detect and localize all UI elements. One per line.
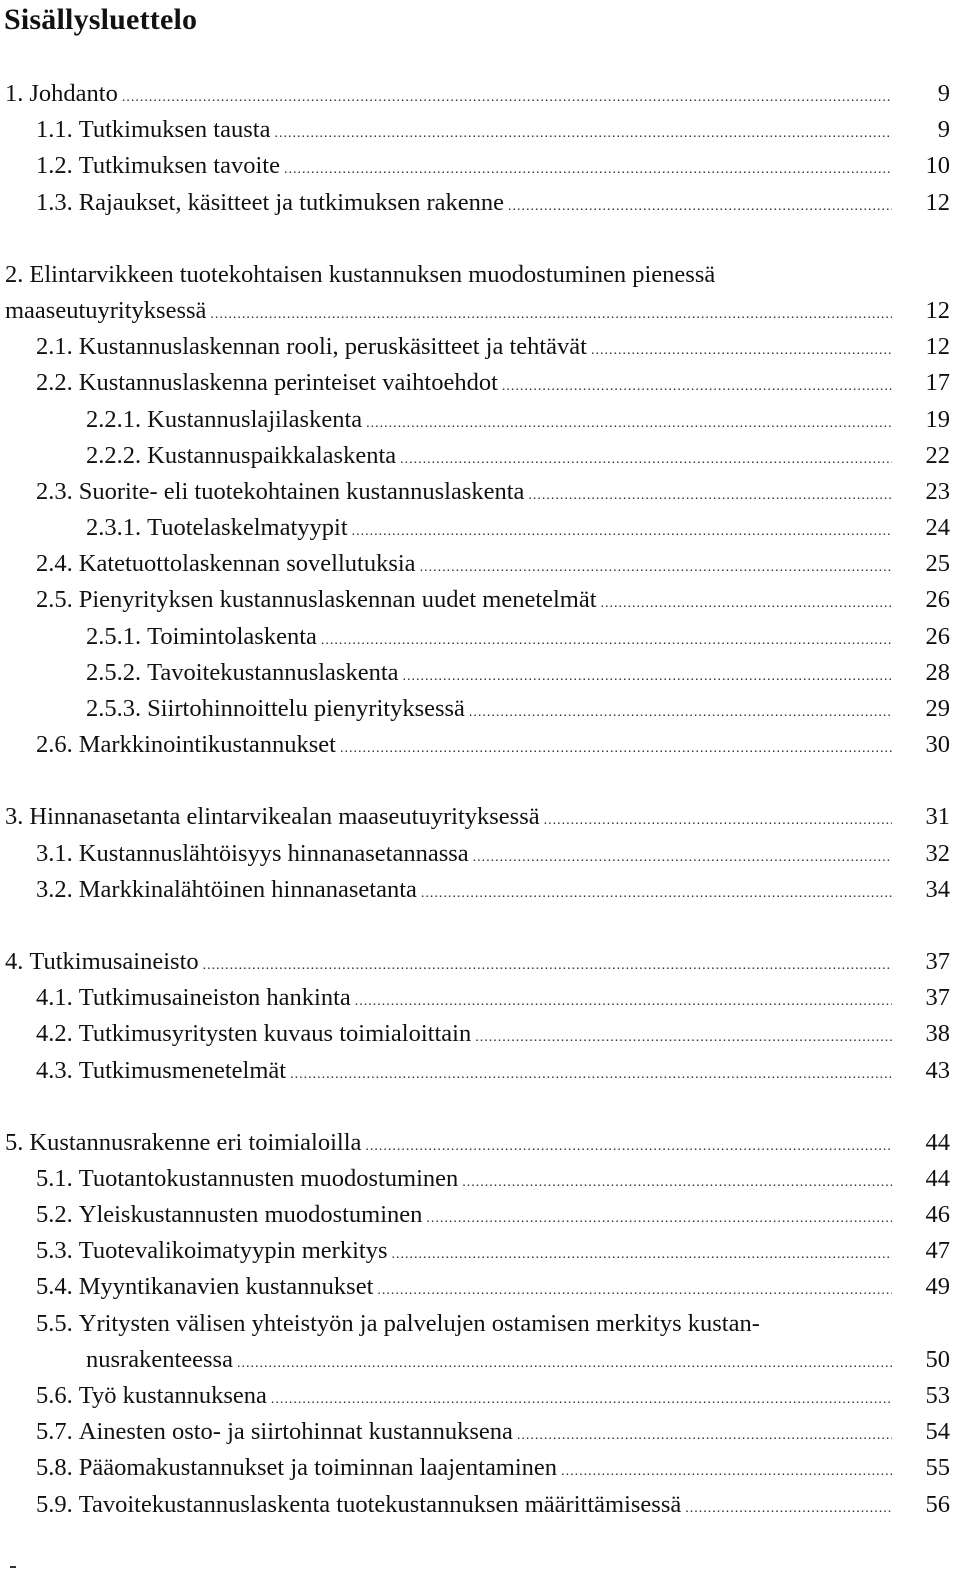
toc-entry-title: Tuotantokustannusten muodostuminen <box>78 1164 459 1192</box>
toc-entry-title: Kustannuslajilaskenta <box>147 405 363 433</box>
toc-dot-leader <box>421 876 892 912</box>
toc-entry-page: 34 <box>925 875 950 903</box>
toc-entry[interactable] <box>0 185 960 221</box>
toc-entry-page: 47 <box>925 1237 950 1265</box>
toc-entry-number: 5. <box>5 1128 24 1156</box>
toc-entry-page: 30 <box>925 731 950 759</box>
toc-dot-leader <box>237 1346 892 1382</box>
toc-entry-page: 17 <box>925 369 950 397</box>
toc-dot-leader <box>420 550 892 586</box>
toc-dot-leader <box>355 984 892 1020</box>
toc-entry[interactable] <box>0 619 960 655</box>
toc-entry-number: 2.5.1. <box>86 622 142 650</box>
toc-entry[interactable] <box>0 474 960 510</box>
toc-entry-number: 3. <box>5 803 24 831</box>
toc-entry-page: 37 <box>925 947 950 975</box>
toc-dot-leader <box>685 1491 892 1527</box>
toc-entry-title: Myyntikanavien kustannukset <box>78 1273 374 1301</box>
toc-entry-title: Kustannuslaskennan rooli, peruskäsitteet ja tehtävät <box>78 333 587 361</box>
toc-entry[interactable] <box>0 1053 960 1089</box>
toc-entry-page: 12 <box>925 188 950 216</box>
toc-entry-lead <box>0 402 892 442</box>
toc-entry-lead <box>0 1306 892 1342</box>
toc-entry-lead <box>0 148 892 188</box>
toc-dot-leader <box>321 623 892 659</box>
toc-entry-number: 5.1. <box>36 1164 73 1192</box>
toc-section <box>0 799 960 908</box>
toc-entry-number: 2.5. <box>36 586 73 614</box>
toc-dot-leader <box>403 659 892 695</box>
toc-section <box>0 1125 960 1523</box>
toc-entry-lead <box>0 980 892 1020</box>
toc-entry-number: 4.1. <box>36 984 73 1012</box>
toc-entry-lead <box>0 1161 892 1201</box>
toc-entry-number: 4. <box>5 947 24 975</box>
toc-entry[interactable] <box>0 438 960 474</box>
toc-entry-number: 2.5.2. <box>86 658 142 686</box>
toc-entry[interactable] <box>0 329 960 365</box>
toc-entry-title: nusrakenteessa <box>86 1345 233 1373</box>
toc-entry-lead <box>0 1016 892 1056</box>
toc-entry[interactable] <box>0 727 960 763</box>
toc-entry[interactable] <box>0 1306 960 1342</box>
toc-entry-page: 46 <box>925 1201 950 1229</box>
toc-entry[interactable] <box>0 1016 960 1052</box>
toc-entry-title: Tutkimusyritysten kuvaus toimialoittain <box>78 1020 472 1048</box>
toc-entry-page: 44 <box>925 1164 950 1192</box>
toc-entry-title: Toimintolaskenta <box>147 622 317 650</box>
toc-entry-title: Tutkimuksen tausta <box>78 116 271 144</box>
toc-entry[interactable] <box>0 510 960 546</box>
toc-entry-page: 32 <box>925 839 950 867</box>
toc-entry-lead <box>0 365 892 405</box>
toc-entry-title: Tutkimusmenetelmät <box>78 1056 287 1084</box>
toc-entry-lead <box>0 257 892 293</box>
toc-entry[interactable] <box>0 76 960 112</box>
toc-entry-page: 53 <box>925 1382 950 1409</box>
toc-entry[interactable] <box>0 293 960 329</box>
toc-entry-title: Markkinalähtöinen hinnanasetanta <box>78 875 417 903</box>
toc-entry-number: 5.9. <box>36 1490 73 1518</box>
toc-dot-leader <box>473 840 892 876</box>
toc-entry-lead <box>0 619 892 659</box>
toc-entry-title: Yleiskustannusten muodostuminen <box>78 1201 423 1229</box>
toc-section <box>0 944 960 1089</box>
toc-dot-leader <box>340 731 892 767</box>
toc-entry-number: 5.7. <box>36 1418 73 1446</box>
toc-entry-lead <box>0 1125 892 1165</box>
toc-entry-number: 5.2. <box>36 1201 73 1229</box>
toc-entry-lead <box>0 1053 892 1093</box>
toc-entry-title: Siirtohinnoittelu pienyrityksessä <box>147 695 465 722</box>
toc-entry-number: 2.1. <box>36 333 73 361</box>
toc-entry-lead <box>0 546 892 586</box>
toc-entry-title: Elintarvikkeen tuotekohtaisen kustannuksen muodostuminen pienessä <box>29 260 716 288</box>
toc-entry-number: 2.5.3. <box>86 695 142 722</box>
toc-entry-title: Tavoitekustannuslaskenta <box>147 658 399 686</box>
toc-entry-page: 28 <box>925 658 950 686</box>
toc-entry-lead <box>0 836 892 876</box>
toc-entry-lead <box>0 185 892 225</box>
toc-entry[interactable] <box>0 112 960 148</box>
toc-entry-page: 43 <box>925 1056 950 1084</box>
toc-entry-number: 1.2. <box>36 152 73 180</box>
toc-entry-page: 23 <box>925 477 950 505</box>
toc-entry-page: 24 <box>925 514 950 542</box>
toc-entry-lead <box>0 1197 892 1237</box>
toc-entry-title: Rajaukset, käsitteet ja tutkimuksen rakenne <box>78 188 504 216</box>
toc-entry-lead <box>0 510 892 550</box>
toc-dot-leader <box>365 1129 892 1165</box>
toc-entry-number: 5.6. <box>36 1382 73 1409</box>
toc-dot-leader <box>400 442 892 478</box>
toc-entry-title: Suorite- eli tuotekohtainen kustannuslaskenta <box>78 477 525 505</box>
toc-dot-leader <box>274 116 892 152</box>
toc-entry-title: Johdanto <box>29 80 118 107</box>
toc-entry-title: Yritysten välisen yhteistyön ja palvelujen ostamisen merkitys kustan- <box>78 1309 760 1337</box>
toc-entry-number: 2.3. <box>36 477 73 505</box>
toc-entry-lead <box>0 112 892 152</box>
toc-entry[interactable] <box>0 257 960 293</box>
toc-entry-title: Hinnanasetanta elintarvikealan maaseutuyrityksessä <box>29 803 540 831</box>
toc-entry[interactable] <box>0 148 960 184</box>
toc-entry-lead <box>0 438 892 478</box>
toc-entry-title: Kustannuslähtöisyys hinnanasetannassa <box>78 839 469 867</box>
toc-entry-lead <box>0 1414 892 1454</box>
toc-entry[interactable] <box>0 1378 960 1414</box>
toc-dot-leader <box>544 803 892 839</box>
toc-entry-lead <box>0 944 892 984</box>
toc-dot-leader <box>290 1057 892 1093</box>
toc-entry-page: 29 <box>925 695 950 722</box>
toc-entry-page: 44 <box>925 1128 950 1156</box>
toc-entry[interactable] <box>0 1487 960 1523</box>
toc-entry-page: 22 <box>925 441 950 469</box>
toc-entry[interactable] <box>0 872 960 908</box>
toc-entry-number: 5.5. <box>36 1309 73 1337</box>
toc-section <box>0 76 960 221</box>
toc-entry-title: Tuotelaskelmatyypit <box>147 514 348 542</box>
toc-section <box>0 257 960 764</box>
toc-entry-lead <box>0 329 892 369</box>
toc-entry[interactable] <box>0 1125 960 1161</box>
toc-entry-page: 49 <box>925 1273 950 1301</box>
toc-dot-leader <box>502 369 892 405</box>
page-edge-mark <box>10 1566 16 1568</box>
toc-entry-page: 55 <box>925 1454 950 1482</box>
toc-dot-leader <box>203 948 892 984</box>
toc-entry-page: 9 <box>937 116 950 144</box>
toc-entry-page: 38 <box>925 1020 950 1048</box>
table-of-contents <box>0 76 960 1559</box>
toc-entry[interactable] <box>0 691 960 727</box>
toc-entry-title: Tutkimuksen tavoite <box>78 152 280 180</box>
toc-entry-lead <box>0 1233 892 1273</box>
toc-dot-leader <box>122 80 892 116</box>
toc-dot-leader <box>475 1020 892 1056</box>
toc-entry-page: 50 <box>925 1345 950 1373</box>
toc-dot-leader <box>508 189 892 225</box>
toc-entry[interactable] <box>0 1342 960 1378</box>
toc-dot-leader <box>462 1165 892 1201</box>
toc-dot-leader <box>352 514 892 550</box>
toc-entry[interactable] <box>0 402 960 438</box>
toc-entry[interactable] <box>0 655 960 691</box>
toc-entry-number: 1. <box>5 80 24 107</box>
toc-entry-lead <box>0 727 892 767</box>
toc-entry-lead <box>0 1342 892 1382</box>
toc-entry-number: 3.2. <box>36 875 73 903</box>
toc-entry-number: 2.2. <box>36 369 73 397</box>
toc-entry[interactable] <box>0 1161 960 1197</box>
page-title: Sisällysluettelo <box>4 3 198 36</box>
toc-entry-lead <box>0 799 892 839</box>
toc-entry-number: 5.4. <box>36 1273 73 1301</box>
toc-entry-page: 12 <box>925 296 950 324</box>
toc-entry-title: maaseutuyrityksessä <box>5 296 207 324</box>
toc-entry-lead <box>0 1378 892 1418</box>
toc-entry[interactable] <box>0 836 960 872</box>
toc-entry-lead <box>0 872 892 912</box>
toc-entry-title: Tutkimusaineisto <box>29 947 199 975</box>
toc-dot-leader <box>517 1418 892 1454</box>
toc-entry[interactable] <box>0 1197 960 1233</box>
toc-entry-lead <box>0 474 892 514</box>
toc-entry-page: 26 <box>925 586 950 614</box>
toc-entry[interactable] <box>0 944 960 980</box>
toc-entry-title: Työ kustannuksena <box>78 1382 267 1409</box>
toc-entry-lead <box>0 1450 892 1490</box>
toc-dot-leader <box>591 333 892 369</box>
toc-dot-leader <box>271 1382 892 1418</box>
toc-entry-number: 5.3. <box>36 1237 73 1265</box>
toc-dot-leader <box>366 406 892 442</box>
toc-entry-number: 3.1. <box>36 839 73 867</box>
toc-entry-title: Pääomakustannukset ja toiminnan laajentaminen <box>78 1454 558 1482</box>
toc-dot-leader <box>469 695 892 731</box>
toc-entry-lead <box>0 582 892 622</box>
toc-dot-leader <box>210 297 892 333</box>
toc-entry-title: Pienyrityksen kustannuslaskennan uudet menetelmät <box>78 586 597 614</box>
toc-dot-leader <box>426 1201 892 1237</box>
toc-entry-number: 2. <box>5 260 24 288</box>
toc-entry-number: 2.3.1. <box>86 514 142 542</box>
toc-entry-lead <box>0 1487 892 1527</box>
toc-entry-title: Kustannuslaskenna perinteiset vaihtoehdot <box>78 369 498 397</box>
toc-entry-page: 25 <box>925 550 950 578</box>
toc-entry-lead <box>0 76 892 116</box>
toc-entry-number: 2.6. <box>36 731 73 759</box>
toc-entry-number: 2.2.2. <box>86 441 142 469</box>
toc-entry[interactable] <box>0 1414 960 1450</box>
toc-entry-page: 37 <box>925 984 950 1012</box>
toc-entry[interactable] <box>0 980 960 1016</box>
toc-entry-title: Tuotevalikoimatyypin merkitys <box>78 1237 388 1265</box>
toc-entry-title: Tavoitekustannuslaskenta tuotekustannuksen määrittämisessä <box>78 1490 682 1518</box>
toc-entry-page: 10 <box>925 152 950 180</box>
toc-entry[interactable] <box>0 582 960 618</box>
toc-entry-number: 1.3. <box>36 188 73 216</box>
toc-entry-number: 1.1. <box>36 116 73 144</box>
toc-entry[interactable] <box>0 1269 960 1305</box>
toc-entry[interactable] <box>0 1233 960 1269</box>
toc-dot-leader <box>561 1454 892 1490</box>
toc-entry-page: 31 <box>925 803 950 831</box>
toc-entry[interactable] <box>0 365 960 401</box>
toc-entry-number: 4.3. <box>36 1056 73 1084</box>
toc-entry-title: Tutkimusaineiston hankinta <box>78 984 351 1012</box>
toc-dot-leader <box>284 152 892 188</box>
toc-entry[interactable] <box>0 799 960 835</box>
toc-entry[interactable] <box>0 1450 960 1486</box>
toc-entry-page: 56 <box>925 1490 950 1518</box>
toc-dot-leader <box>392 1237 893 1273</box>
toc-entry-page: 12 <box>925 333 950 361</box>
toc-entry-title: Kustannusrakenne eri toimialoilla <box>29 1128 362 1156</box>
toc-entry[interactable] <box>0 546 960 582</box>
toc-dot-leader <box>377 1273 892 1309</box>
toc-entry-number: 4.2. <box>36 1020 73 1048</box>
toc-entry-lead <box>0 293 892 333</box>
toc-entry-lead <box>0 1269 892 1309</box>
toc-entry-title: Kustannuspaikkalaskenta <box>147 441 397 469</box>
toc-entry-page: 26 <box>925 622 950 650</box>
toc-entry-number: 5.8. <box>36 1454 73 1482</box>
toc-entry-title: Katetuottolaskennan sovellutuksia <box>78 550 416 578</box>
toc-entry-lead <box>0 691 892 731</box>
toc-entry-page: 9 <box>937 80 950 107</box>
toc-entry-title: Markkinointikustannukset <box>78 731 336 759</box>
toc-entry-number: 2.2.1. <box>86 405 142 433</box>
toc-dot-leader <box>601 586 892 622</box>
toc-entry-page: 19 <box>925 405 950 433</box>
toc-entry-title: Ainesten osto- ja siirtohinnat kustannuksena <box>78 1418 513 1446</box>
toc-dot-leader <box>528 478 892 514</box>
toc-entry-number: 2.4. <box>36 550 73 578</box>
toc-entry-lead <box>0 655 892 695</box>
toc-entry-page: 54 <box>925 1418 950 1446</box>
